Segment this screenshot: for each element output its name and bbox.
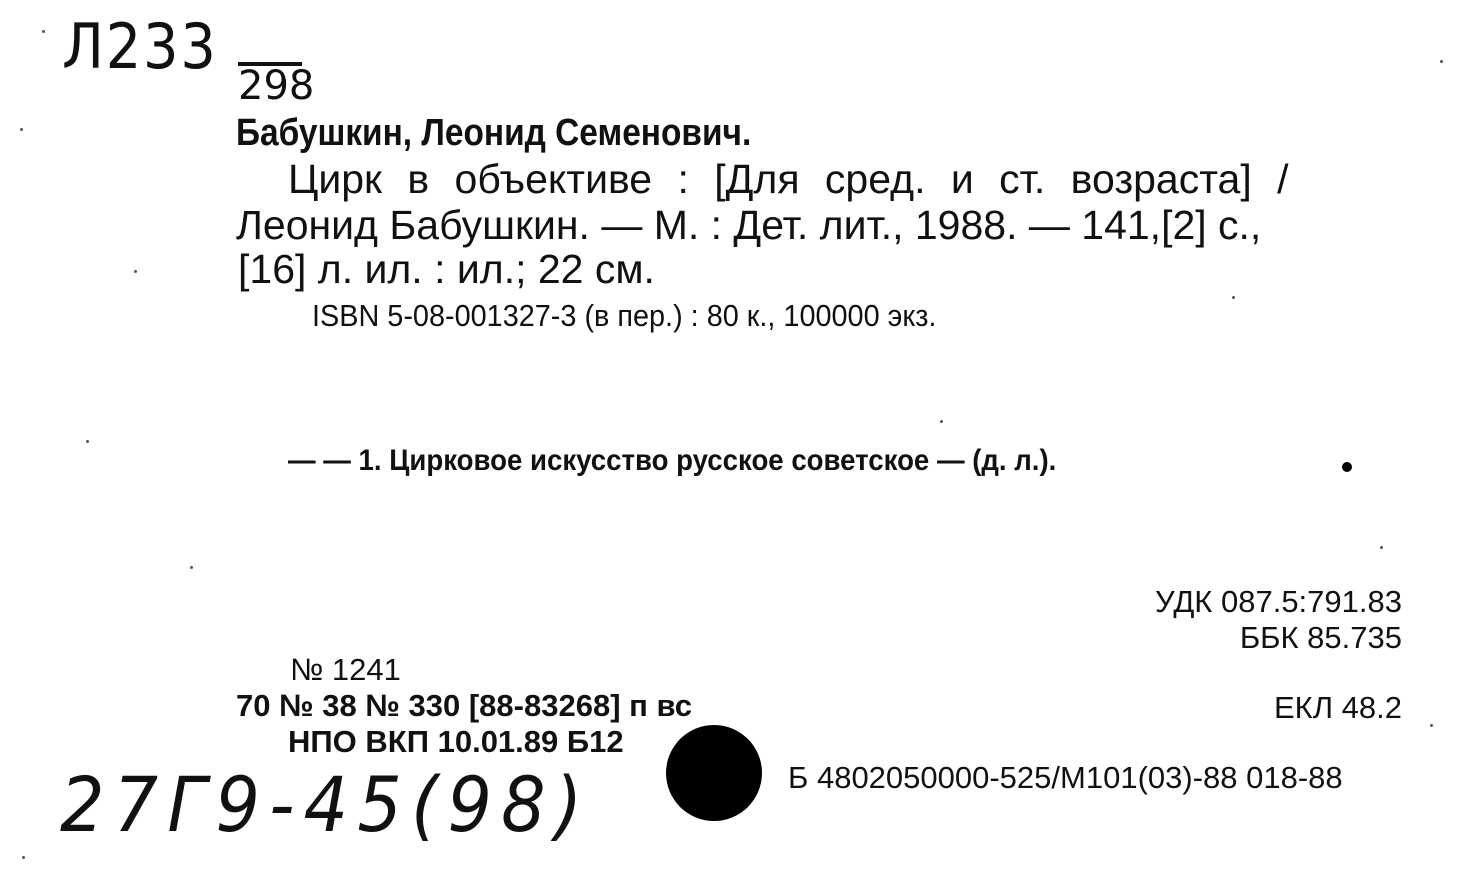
speck [134,270,137,273]
speck [1232,296,1235,299]
speck [1380,546,1383,549]
catalog-line: 70 № 38 № 330 [88-83268] п вс [236,688,692,723]
ink-dot [1342,462,1352,472]
b-code: Б 4802050000-525/М101(03)-88 018-88 [788,760,1343,795]
speck [1440,60,1443,63]
title-line-2: Леонид Бабушкин. — М. : Дет. лит., 1988. — 141,[2] с., [236,202,1262,248]
subject-heading: — — 1. Цирковое искусство русское советское — (д. л.). [288,444,1057,477]
speck [1430,724,1433,727]
shelf-mark-bottom: 298 [238,63,315,109]
speck [190,566,193,569]
punch-hole [666,725,762,821]
inventory-handwritten: 27Г9-45(98) [60,760,592,849]
speck [42,30,45,33]
author-heading: Бабушкин, Леонид Семенович. [236,112,752,154]
isbn-line: ISBN 5-08-001327-3 (в пер.) : 80 к., 100000 экз. [312,298,937,333]
speck [22,856,25,859]
speck [20,128,23,131]
ekl-code: ЕКЛ 48.2 [1273,690,1402,725]
udk-code: УДК 087.5:791.83 [1155,584,1402,619]
shelf-mark-top: Л233 [62,10,218,83]
title-line-1: Цирк в объективе : [Для сред. и ст. возраста] / [288,156,1289,202]
bbk-code: ББК 85.735 [1239,620,1402,655]
npo-line: НПО ВКП 10.01.89 Б12 [288,724,624,759]
card-number: № 1241 [290,652,401,687]
speck [86,440,89,443]
speck [940,420,943,423]
title-line-3: [16] л. ил. : ил.; 22 см. [238,246,655,292]
